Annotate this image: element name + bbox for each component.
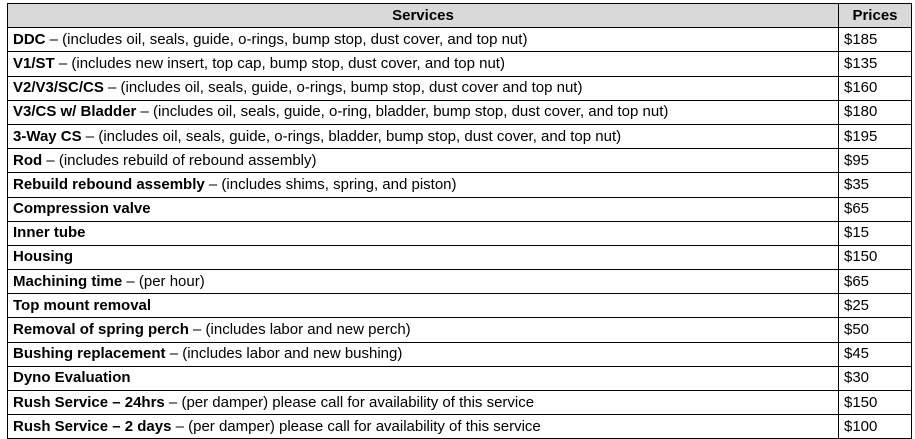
service-name: Housing bbox=[13, 248, 73, 266]
price-cell: $150 bbox=[839, 245, 912, 269]
service-cell bbox=[8, 221, 839, 245]
price-cell: $25 bbox=[839, 294, 912, 318]
service-name: Removal of spring perch bbox=[13, 321, 189, 339]
service-name: Rush Service – 24hrs bbox=[13, 393, 165, 411]
table-row bbox=[8, 318, 912, 342]
table-row bbox=[8, 366, 912, 390]
service-cell bbox=[8, 245, 839, 269]
table-row bbox=[8, 342, 912, 366]
service-name: V2/V3/SC/CS bbox=[13, 79, 104, 97]
price-cell: $65 bbox=[839, 270, 912, 294]
price-cell: $95 bbox=[839, 149, 912, 173]
table-row bbox=[8, 173, 912, 197]
service-cell bbox=[8, 391, 839, 415]
table-row bbox=[8, 76, 912, 100]
service-name: Machining time bbox=[13, 272, 123, 290]
table-row bbox=[8, 221, 912, 245]
service-description: – (includes rebuild of rebound assembly) bbox=[42, 151, 317, 169]
service-cell bbox=[8, 415, 839, 439]
price-cell: $65 bbox=[839, 197, 912, 221]
table-row bbox=[8, 245, 912, 269]
service-description: – (includes shims, spring, and piston) bbox=[204, 175, 457, 193]
service-name: Rod bbox=[13, 151, 43, 169]
table-row bbox=[8, 294, 912, 318]
service-description: – (includes oil, seals, guide, o-rings, bump stop, dust cover, and top nut) bbox=[45, 30, 528, 48]
service-cell bbox=[8, 100, 839, 124]
service-cell bbox=[8, 28, 839, 52]
price-cell: $180 bbox=[839, 100, 912, 124]
price-cell: $50 bbox=[839, 318, 912, 342]
table-row bbox=[8, 415, 912, 439]
price-cell: $100 bbox=[839, 415, 912, 439]
table-header-row bbox=[8, 4, 912, 28]
service-description: – (includes oil, seals, guide, o-rings, bump stop, dust cover and top nut) bbox=[103, 79, 583, 97]
service-name: Rebuild rebound assembly bbox=[13, 175, 205, 193]
service-cell bbox=[8, 366, 839, 390]
service-description: – (includes labor and new perch) bbox=[188, 321, 411, 339]
service-name: DDC bbox=[13, 30, 46, 48]
price-cell: $150 bbox=[839, 391, 912, 415]
service-cell bbox=[8, 173, 839, 197]
service-cell bbox=[8, 124, 839, 148]
service-name: Inner tube bbox=[13, 224, 86, 242]
table-row bbox=[8, 100, 912, 124]
service-name: Rush Service – 2 days bbox=[13, 417, 172, 435]
service-description: – (includes oil, seals, guide, o-ring, bladder, bump stop, dust cover, and top nut) bbox=[136, 103, 669, 121]
service-description: – (per damper) please call for availability of this service bbox=[171, 417, 541, 435]
price-cell: $30 bbox=[839, 366, 912, 390]
price-cell: $160 bbox=[839, 76, 912, 100]
price-cell: $135 bbox=[839, 52, 912, 76]
service-description: – (includes oil, seals, guide, o-rings, bladder, bump stop, dust cover, and top nut) bbox=[81, 127, 622, 145]
price-cell: $195 bbox=[839, 124, 912, 148]
service-cell bbox=[8, 342, 839, 366]
service-description: – (per damper) please call for availability of this service bbox=[164, 393, 535, 411]
table-row bbox=[8, 270, 912, 294]
table-row bbox=[8, 391, 912, 415]
price-cell: $15 bbox=[839, 221, 912, 245]
service-description: – (per hour) bbox=[122, 272, 205, 290]
services-column-header: Services bbox=[8, 4, 839, 28]
service-cell bbox=[8, 318, 839, 342]
service-cell bbox=[8, 197, 839, 221]
table-row bbox=[8, 124, 912, 148]
table-row bbox=[8, 149, 912, 173]
price-cell: $185 bbox=[839, 28, 912, 52]
service-cell bbox=[8, 270, 839, 294]
service-cell bbox=[8, 149, 839, 173]
price-cell: $35 bbox=[839, 173, 912, 197]
service-description: – (includes new insert, top cap, bump stop, dust cover, and top nut) bbox=[54, 54, 505, 72]
prices-column-header: Prices bbox=[839, 4, 912, 28]
services-price-table bbox=[7, 3, 912, 439]
service-name: Dyno Evaluation bbox=[13, 369, 131, 387]
service-name: Top mount removal bbox=[13, 296, 152, 314]
price-cell: $45 bbox=[839, 342, 912, 366]
service-name: V3/CS w/ Bladder bbox=[13, 103, 137, 121]
table-row bbox=[8, 197, 912, 221]
service-name: Bushing replacement bbox=[13, 345, 166, 363]
service-name: Compression valve bbox=[13, 200, 151, 218]
service-name: V1/ST bbox=[13, 54, 55, 72]
table-row bbox=[8, 52, 912, 76]
service-description: – (includes labor and new bushing) bbox=[165, 345, 403, 363]
table-row bbox=[8, 28, 912, 52]
service-cell bbox=[8, 76, 839, 100]
service-cell bbox=[8, 52, 839, 76]
service-name: 3-Way CS bbox=[13, 127, 82, 145]
service-cell bbox=[8, 294, 839, 318]
